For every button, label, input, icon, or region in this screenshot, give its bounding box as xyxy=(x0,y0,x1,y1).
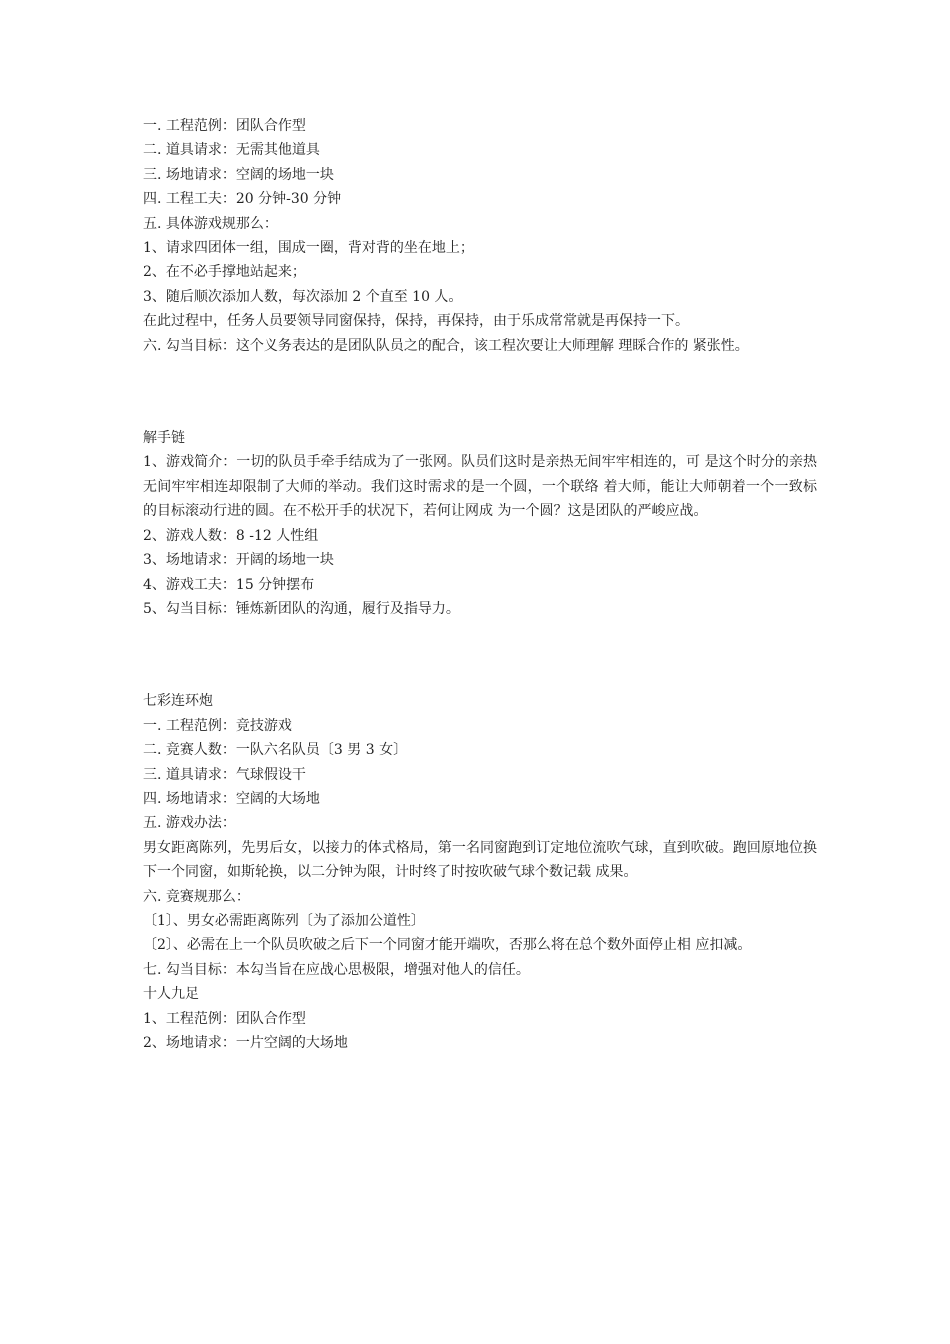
section-untangle-chain xyxy=(143,426,817,621)
item-line: 2、在不必手撑地站起来； xyxy=(143,264,306,281)
item-line: 在此过程中，任务人员要领导同窗保持，保持，再保持，由于乐成常常就是再保持一下。 xyxy=(143,313,689,330)
section-title: 十人九足 xyxy=(143,986,199,1003)
item-line: 一. 工程范例：团队合作型 xyxy=(143,118,306,134)
item-line: 2、场地请求：一片空阔的大场地 xyxy=(143,1035,348,1051)
section-title: 解手链 xyxy=(143,430,185,447)
item-line: 1、工程范例：团队合作型 xyxy=(143,1010,306,1027)
item-line: 2、游戏人数：8 -12 人性组 xyxy=(143,527,319,544)
item-line: 六. 勾当目标：这个义务表达的是团队队员之的配合，该工程次要让大师理解 理睬合作的 紧张性。 xyxy=(143,337,749,354)
item-line: 七. 勾当目标：本勾当旨在应战心思极限，增强对他人的信任。 xyxy=(143,961,530,978)
item-line: 3、场地请求：开阔的场地一块 xyxy=(143,552,334,569)
item-line: 五. 具体游戏规那么： xyxy=(143,215,278,232)
item-line: 三. 场地请求：空阔的场地一块 xyxy=(143,166,334,183)
item-line: 1、游戏简介：一切的队员手牵手结成为了一张网。队员们这时是亲热无间牢牢相连的，可 是这个时分的亲热无间牢牢相连却限制了大师的举动。我们这时需求的是一个圆，一个联络 着大师，能让大师朝着一个一致标的目标滚动行进的圆。在不松开手的状况下，若何让网成 为一个圆？这是团队的严峻应战。 xyxy=(143,454,817,520)
item-line: 二. 道具请求：无需其他道具 xyxy=(143,142,320,159)
section-balloon-relay xyxy=(143,689,817,982)
item-line: 〔1〕、男女必需距离陈列〔为了添加公道性〕 xyxy=(143,912,425,929)
item-line: 六. 竞赛规那么： xyxy=(143,888,250,905)
item-line: 男女距离陈列，先男后女，以接力的体式格局，第一名同窗跑到订定地位流吹气球，直到吹破。跑回原地位换下一个同窗，如斯轮换，以二分钟为限，计时终了时按吹破气球个数记载 成果。 xyxy=(143,839,817,881)
section-spacer xyxy=(143,621,817,689)
item-line: 四. 场地请求：空阔的大场地 xyxy=(143,790,320,807)
item-line: 5、勾当目标：锤炼新团队的沟通，履行及指导力。 xyxy=(143,600,460,617)
item-line: 1、请求四团体一组，围成一圈，背对背的坐在地上； xyxy=(143,240,474,257)
section-title: 七彩连环炮 xyxy=(143,693,213,710)
item-line: 〔2〕、必需在上一个队员吹破之后下一个同窗才能开端吹，否那么将在总个数外面停止相 应扣减。 xyxy=(143,937,752,954)
item-line: 4、游戏工夫：15 分钟摆布 xyxy=(143,576,315,593)
item-line: 三. 道具请求：气球假设干 xyxy=(143,766,306,783)
item-line: 一. 工程范例：竞技游戏 xyxy=(143,717,292,734)
item-line: 四. 工程工夫：20 分钟-30 分钟 xyxy=(143,191,342,208)
item-line: 二. 竞赛人数：一队六名队员〔3 男 3 女〕 xyxy=(143,742,408,759)
document-body xyxy=(143,114,817,1055)
section-spacer xyxy=(143,358,817,426)
section-ten-people-nine-legs xyxy=(143,982,817,1055)
section-team-standup xyxy=(143,114,817,358)
item-line: 五. 游戏办法： xyxy=(143,815,236,832)
item-line: 3、随后顺次添加人数，每次添加 2 个直至 10 人。 xyxy=(143,288,463,305)
